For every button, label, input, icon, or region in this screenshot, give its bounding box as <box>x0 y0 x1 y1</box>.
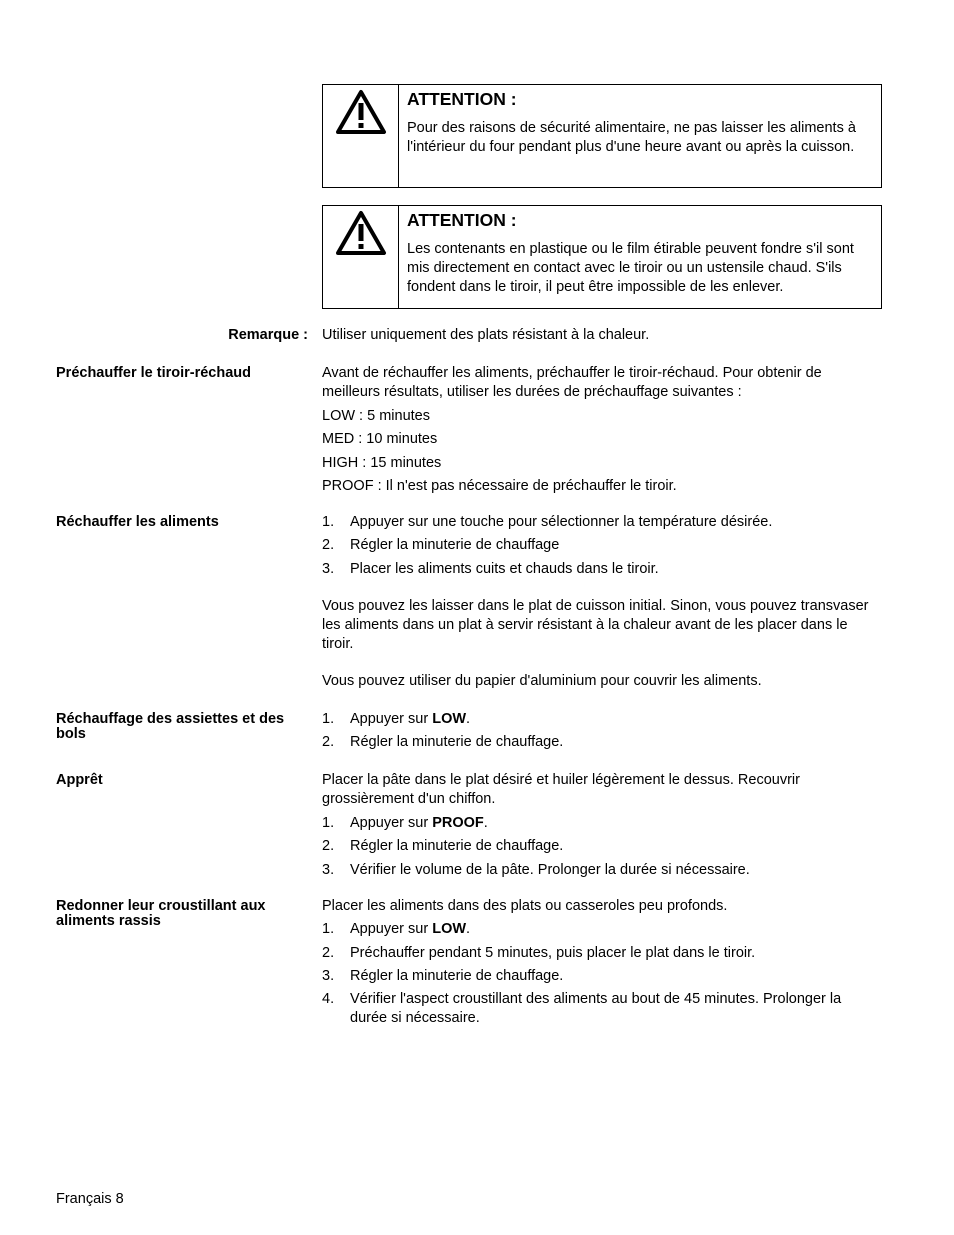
list-item: 2. Préchauffer pendant 5 minutes, puis placer le plat dans le tiroir. <box>322 945 756 961</box>
remarque-text: Utiliser uniquement des plats résistant à la chaleur. <box>322 327 650 343</box>
section-label-croustillant: Redonner leur croustillant aux aliments rassis <box>56 898 266 929</box>
list-item: 1. Appuyer sur PROOF. <box>322 815 488 831</box>
warning-triangle-icon <box>335 210 387 262</box>
page-footer: Français 8 <box>56 1191 124 1207</box>
section-content-prechauffer <box>322 364 882 496</box>
section-intro: Avant de réchauffer les aliments, préchauffer le tiroir-réchaud. Pour obtenir de meilleurs résultats, utiliser les durées de préchauffage suivantes : <box>322 365 822 400</box>
section-intro: Placer la pâte dans le plat désiré et huiler légèrement le dessus. Recouvrir grossièrement d'un chiffon. <box>322 772 800 807</box>
paragraph: Vous pouvez utiliser du papier d'aluminium pour couvrir les aliments. <box>322 673 762 689</box>
paragraph: Vous pouvez les laisser dans le plat de cuisson initial. Sinon, vous pouvez transvaser les aliments dans un plat à servir résistant à la chaleur avant de les placer dans le tiroir. <box>322 598 869 652</box>
section-label-prechauffer: Préchauffer le tiroir-réchaud <box>56 365 251 381</box>
section-content-appret <box>322 771 882 880</box>
list-item: 1. Appuyer sur une touche pour sélectionner la température désirée. <box>322 514 773 530</box>
list-item: 3. Vérifier le volume de la pâte. Prolonger la durée si nécessaire. <box>322 862 750 878</box>
list-item: 1. Appuyer sur LOW. <box>322 711 471 727</box>
remarque-label: Remarque : <box>228 327 308 343</box>
list-item: 2. Régler la minuterie de chauffage <box>322 537 560 553</box>
list-item: 3. Régler la minuterie de chauffage. <box>322 968 564 984</box>
list-item: 1. Appuyer sur LOW. <box>322 921 471 937</box>
list-item: 2. Régler la minuterie de chauffage. <box>322 734 564 750</box>
preheat-high: HIGH : 15 minutes <box>322 455 442 471</box>
section-label-assiettes: Réchauffage des assiettes et des bols <box>56 711 285 742</box>
warning-triangle-icon <box>335 89 387 141</box>
warning-text: Pour des raisons de sécurité alimentaire, ne pas laisser les aliments à l'intérieur du four pendant plus d'une heure avant ou après la cuisson. <box>407 120 856 155</box>
section-content-croustillant <box>322 897 882 1028</box>
section-content-assiettes <box>322 710 882 752</box>
warning-box-2 <box>322 205 882 309</box>
preheat-med: MED : 10 minutes <box>322 431 438 447</box>
list-item: 2. Régler la minuterie de chauffage. <box>322 838 564 854</box>
warning-title: ATTENTION : <box>407 89 517 109</box>
warning-box-1 <box>322 84 882 188</box>
section-label-appret: Apprêt <box>56 772 103 788</box>
section-intro: Placer les aliments dans des plats ou casseroles peu profonds. <box>322 898 728 914</box>
section-label-rechauffer: Réchauffer les aliments <box>56 514 219 530</box>
section-content-rechauffer <box>322 513 882 691</box>
warning-title: ATTENTION : <box>407 210 517 230</box>
preheat-low: LOW : 5 minutes <box>322 408 430 424</box>
list-item: 3. Placer les aliments cuits et chauds dans le tiroir. <box>322 561 659 577</box>
list-item: 4. Vérifier l'aspect croustillant des aliments au bout de 45 minutes. Prolonger la durée si nécessaire. <box>322 991 842 1026</box>
warning-text: Les contenants en plastique ou le film étirable peuvent fondre s'il sont mis directement en contact avec le tiroir ou un ustensile chaud. S'ils fondent dans le tiroir, il peut être impossible de les enlever. <box>407 241 854 295</box>
preheat-proof: PROOF : Il n'est pas nécessaire de préchauffer le tiroir. <box>322 478 677 494</box>
